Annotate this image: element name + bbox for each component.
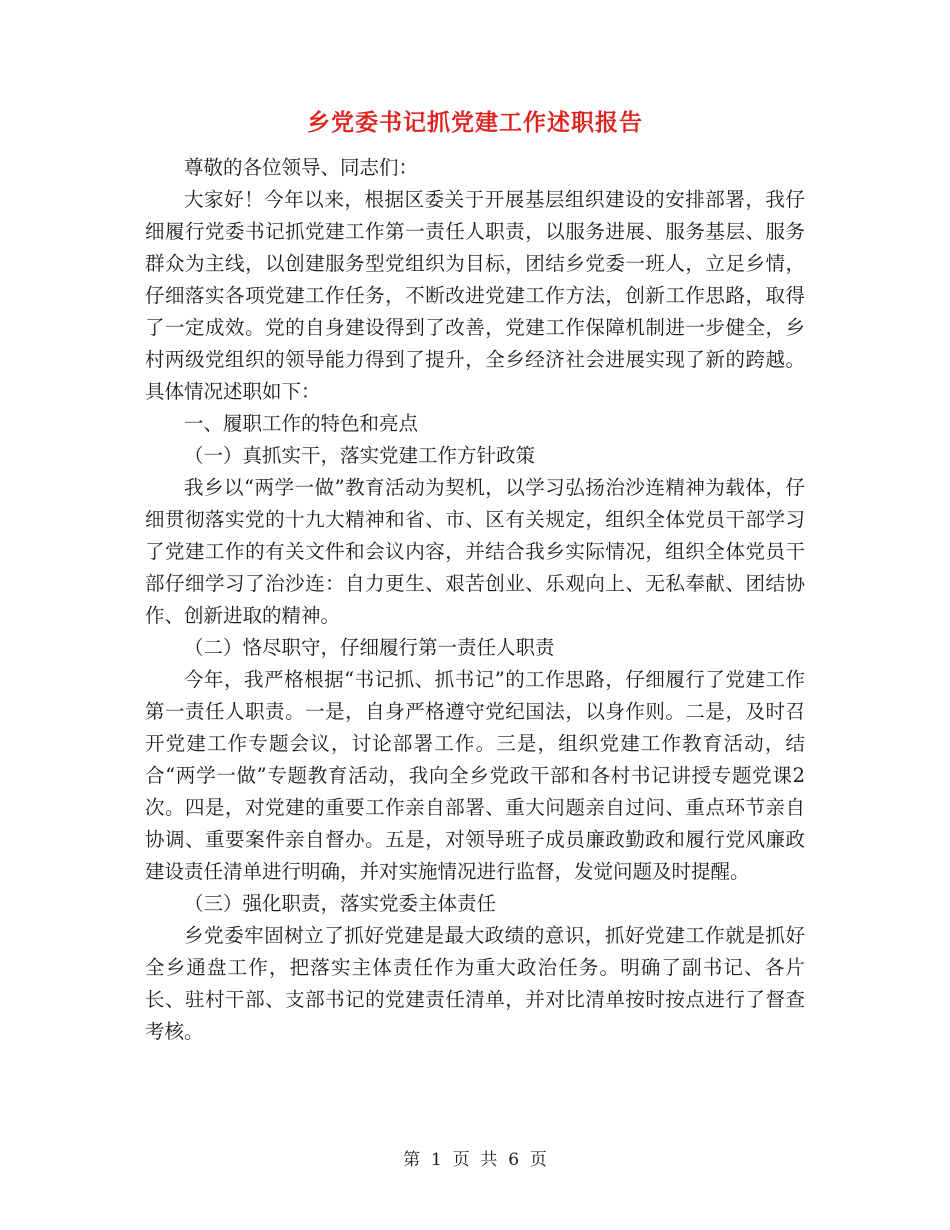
subsection-heading-2: （二）恪尽职守，仔细履行第一责任人职责	[184, 636, 555, 659]
subsection-heading-1: （一）真抓实干，落实党建工作方针政策	[184, 444, 536, 467]
body-paragraph-3: 乡党委牢固树立了抓好党建是最大政绩的意识，抓好党建工作就是抓好全乡通盘工作，把落实主体责任作为重大政治任务。明确了副书记、各片长、驻村干部、支部书记的党建责任清单，并对比清单按时按点进行了督查考核。	[145, 924, 805, 1043]
body-paragraph-2: 今年，我严格根据“书记抓、抓书记”的工作思路，仔细履行了党建工作第一责任人职责。一是，自身严格遵守党纪国法，以身作则。二是，及时召开党建工作专题会议，讨论部署工作。三是，组织党建工作教育活动，结合“两学一做”专题教育活动，我向全乡党政干部和各村书记讲授专题党课2次。四是，对党建的重要工作亲自部署、重大问题亲自过问、重点环节亲自协调、重要案件亲自督办。五是，对领导班子成员廉政勤政和履行党风廉政建设责任清单进行明确，并对实施情况进行监督，发觉问题及时提醒。	[145, 668, 805, 883]
document-body	[145, 152, 805, 1048]
page-footer: 第 1 页 共 6 页	[403, 1150, 547, 1170]
greeting-paragraph: 尊敬的各位领导、同志们：	[184, 156, 419, 179]
intro-paragraph: 大家好！今年以来，根据区委关于开展基层组织建设的安排部署，我仔细履行党委书记抓党建工作第一责任人职责，以服务进展、服务基层、服务群众为主线，以创建服务型党组织为目标，团结乡党委一班人，立足乡情，仔细落实各项党建工作任务，不断改进党建工作方法，创新工作思路，取得了一定成效。党的自身建设得到了改善，党建工作保障机制进一步健全，乡村两级党组织的领导能力得到了提升，全乡经济社会进展实现了新的跨越。具体情况述职如下：	[145, 188, 805, 403]
subsection-heading-3: （三）强化职责，落实党委主体责任	[184, 892, 497, 915]
body-paragraph-1: 我乡以“两学一做”教育活动为契机，以学习弘扬治沙连精神为载体，仔细贯彻落实党的十九大精神和省、市、区有关规定，组织全体党员干部学习了党建工作的有关文件和会议内容，并结合我乡实际情况，组织全体党员干部仔细学习了治沙连：自力更生、艰苦创业、乐观向上、无私奉献、团结协作、创新进取的精神。	[145, 476, 805, 627]
section-heading-1: 一、履职工作的特色和亮点	[184, 412, 419, 435]
document-title: 乡党委书记抓党建工作述职报告	[307, 109, 643, 136]
